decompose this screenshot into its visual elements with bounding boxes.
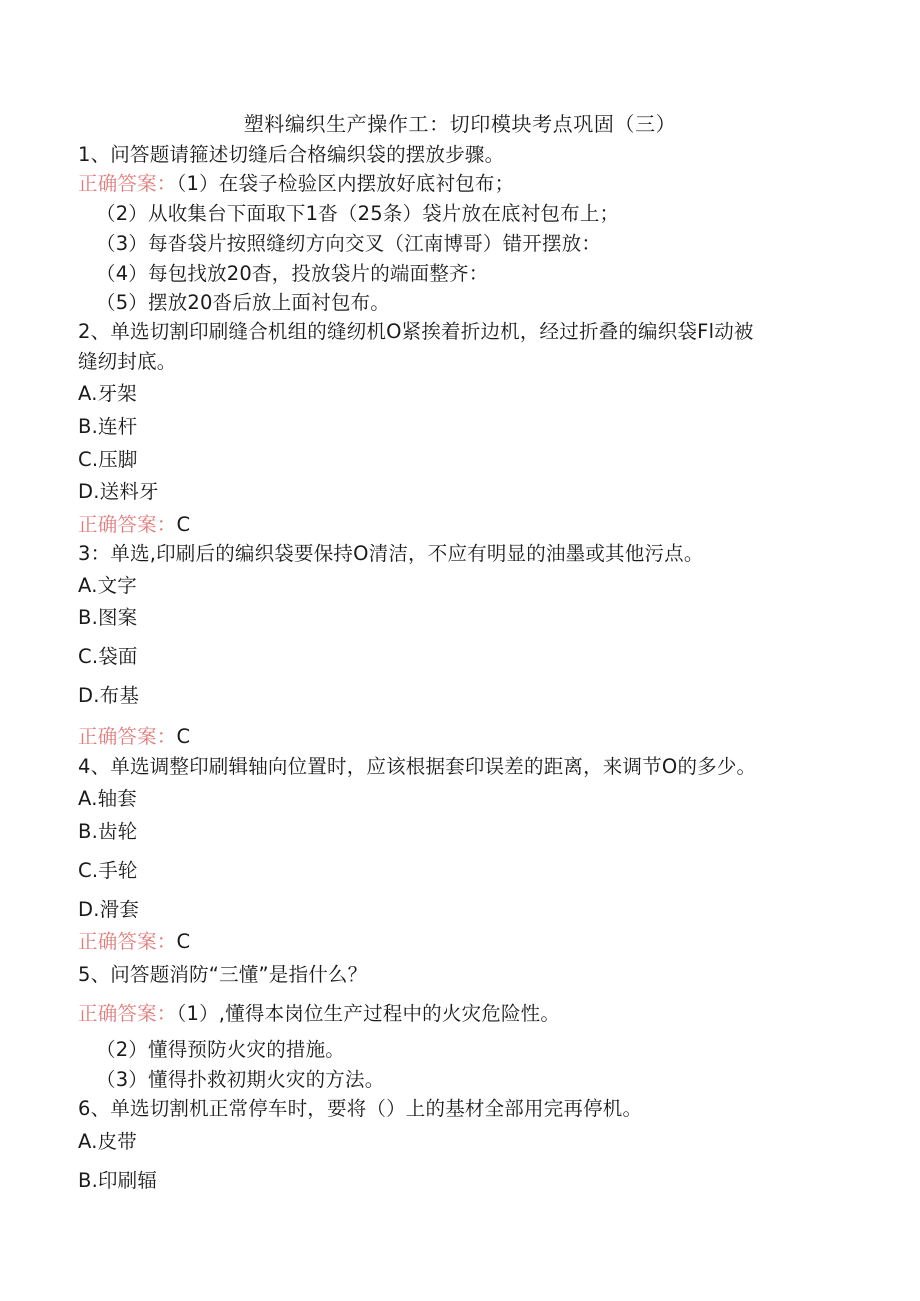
q5-answer-line-3: （3）懂得扑救初期火灾的方法。 xyxy=(96,1068,385,1091)
q4-option-c: C.手轮 xyxy=(78,859,138,882)
q4-stem: 4、单选调整印刷辑轴向位置时，应该根据套印误差的距离，来调节O的多少。 xyxy=(78,755,757,778)
q5-answer-line-1: （1）,懂得本岗位生产过程中的火灾危险性。 xyxy=(176,1002,561,1025)
q4-answer-label: 正确答案： xyxy=(78,930,177,953)
q4-answer xyxy=(78,930,190,954)
q3-option-a: A.文字 xyxy=(78,574,137,597)
q4-option-a: A.轴套 xyxy=(78,787,137,810)
q3-option-b: B.图案 xyxy=(78,606,138,629)
q4-option-d: D.滑套 xyxy=(78,898,140,921)
q2-stem-line-1: 2、单选切割印刷缝合机组的缝纫机O紧挨着折边机，经过折叠的编织袋Fl动被 xyxy=(78,320,754,343)
q2-option-d: D.送料牙 xyxy=(78,480,159,503)
q4-answer-value: C xyxy=(176,930,191,953)
q1-answer-line-4: （4）每包找放20杳，投放袋片的端面整齐： xyxy=(96,262,489,285)
q1-answer-line-1: （1）在袋子检验区内摆放好底衬包布； xyxy=(176,172,515,195)
q1-answer-line-2: （2）从收集台下面取下1沓（25条）袋片放在底衬包布上； xyxy=(96,202,620,225)
q6-stem: 6、单选切割机正常停车时，要将（）上的基材全部用完再停机。 xyxy=(78,1097,643,1120)
q5-answer-line-2: （2）懂得预防火灾的措施。 xyxy=(96,1038,346,1061)
q1-answer xyxy=(78,172,514,196)
q4-option-b: B.齿轮 xyxy=(78,820,138,843)
q5-stem: 5、问答题消防“三懂”是指什么？ xyxy=(78,963,368,986)
document-title: 塑料编织生产操作工：切印模块考点巩固（三） xyxy=(243,112,677,136)
q1-answer-line-3: （3）每沓袋片按照缝纫方向交叉（江南博哥）错开摆放： xyxy=(96,232,602,255)
q3-option-c: C.袋面 xyxy=(78,645,138,668)
q3-answer-value: C xyxy=(176,725,191,748)
q2-option-a: A.牙架 xyxy=(78,382,137,405)
q2-option-c: C.压脚 xyxy=(78,448,138,471)
q6-option-a: A.皮带 xyxy=(78,1130,137,1153)
q1-stem: 1、问答题请箍述切缝后合格编织袋的摆放步骤。 xyxy=(78,143,505,166)
q2-answer-label: 正确答案： xyxy=(78,513,177,536)
q3-answer-label: 正确答案： xyxy=(78,725,177,748)
q3-answer xyxy=(78,725,190,749)
q2-answer xyxy=(78,513,190,537)
q2-option-b: B.连杆 xyxy=(78,415,138,438)
q3-option-d: D.布基 xyxy=(78,684,140,707)
q3-stem: 3：单选,印刷后的编织袋要保持O清洁，不应有明显的油墨或其他污点。 xyxy=(78,542,704,565)
q2-stem-line-2: 缝纫封底。 xyxy=(78,350,177,373)
q1-answer-label: 正确答案： xyxy=(78,172,177,195)
q1-answer-line-5: （5）摆放20沓后放上面衬包布。 xyxy=(96,291,390,314)
q5-answer-label: 正确答案： xyxy=(78,1002,177,1025)
q6-option-b: B.印刷辐 xyxy=(78,1169,158,1192)
q2-answer-value: C xyxy=(176,513,191,536)
q5-answer xyxy=(78,1002,560,1026)
